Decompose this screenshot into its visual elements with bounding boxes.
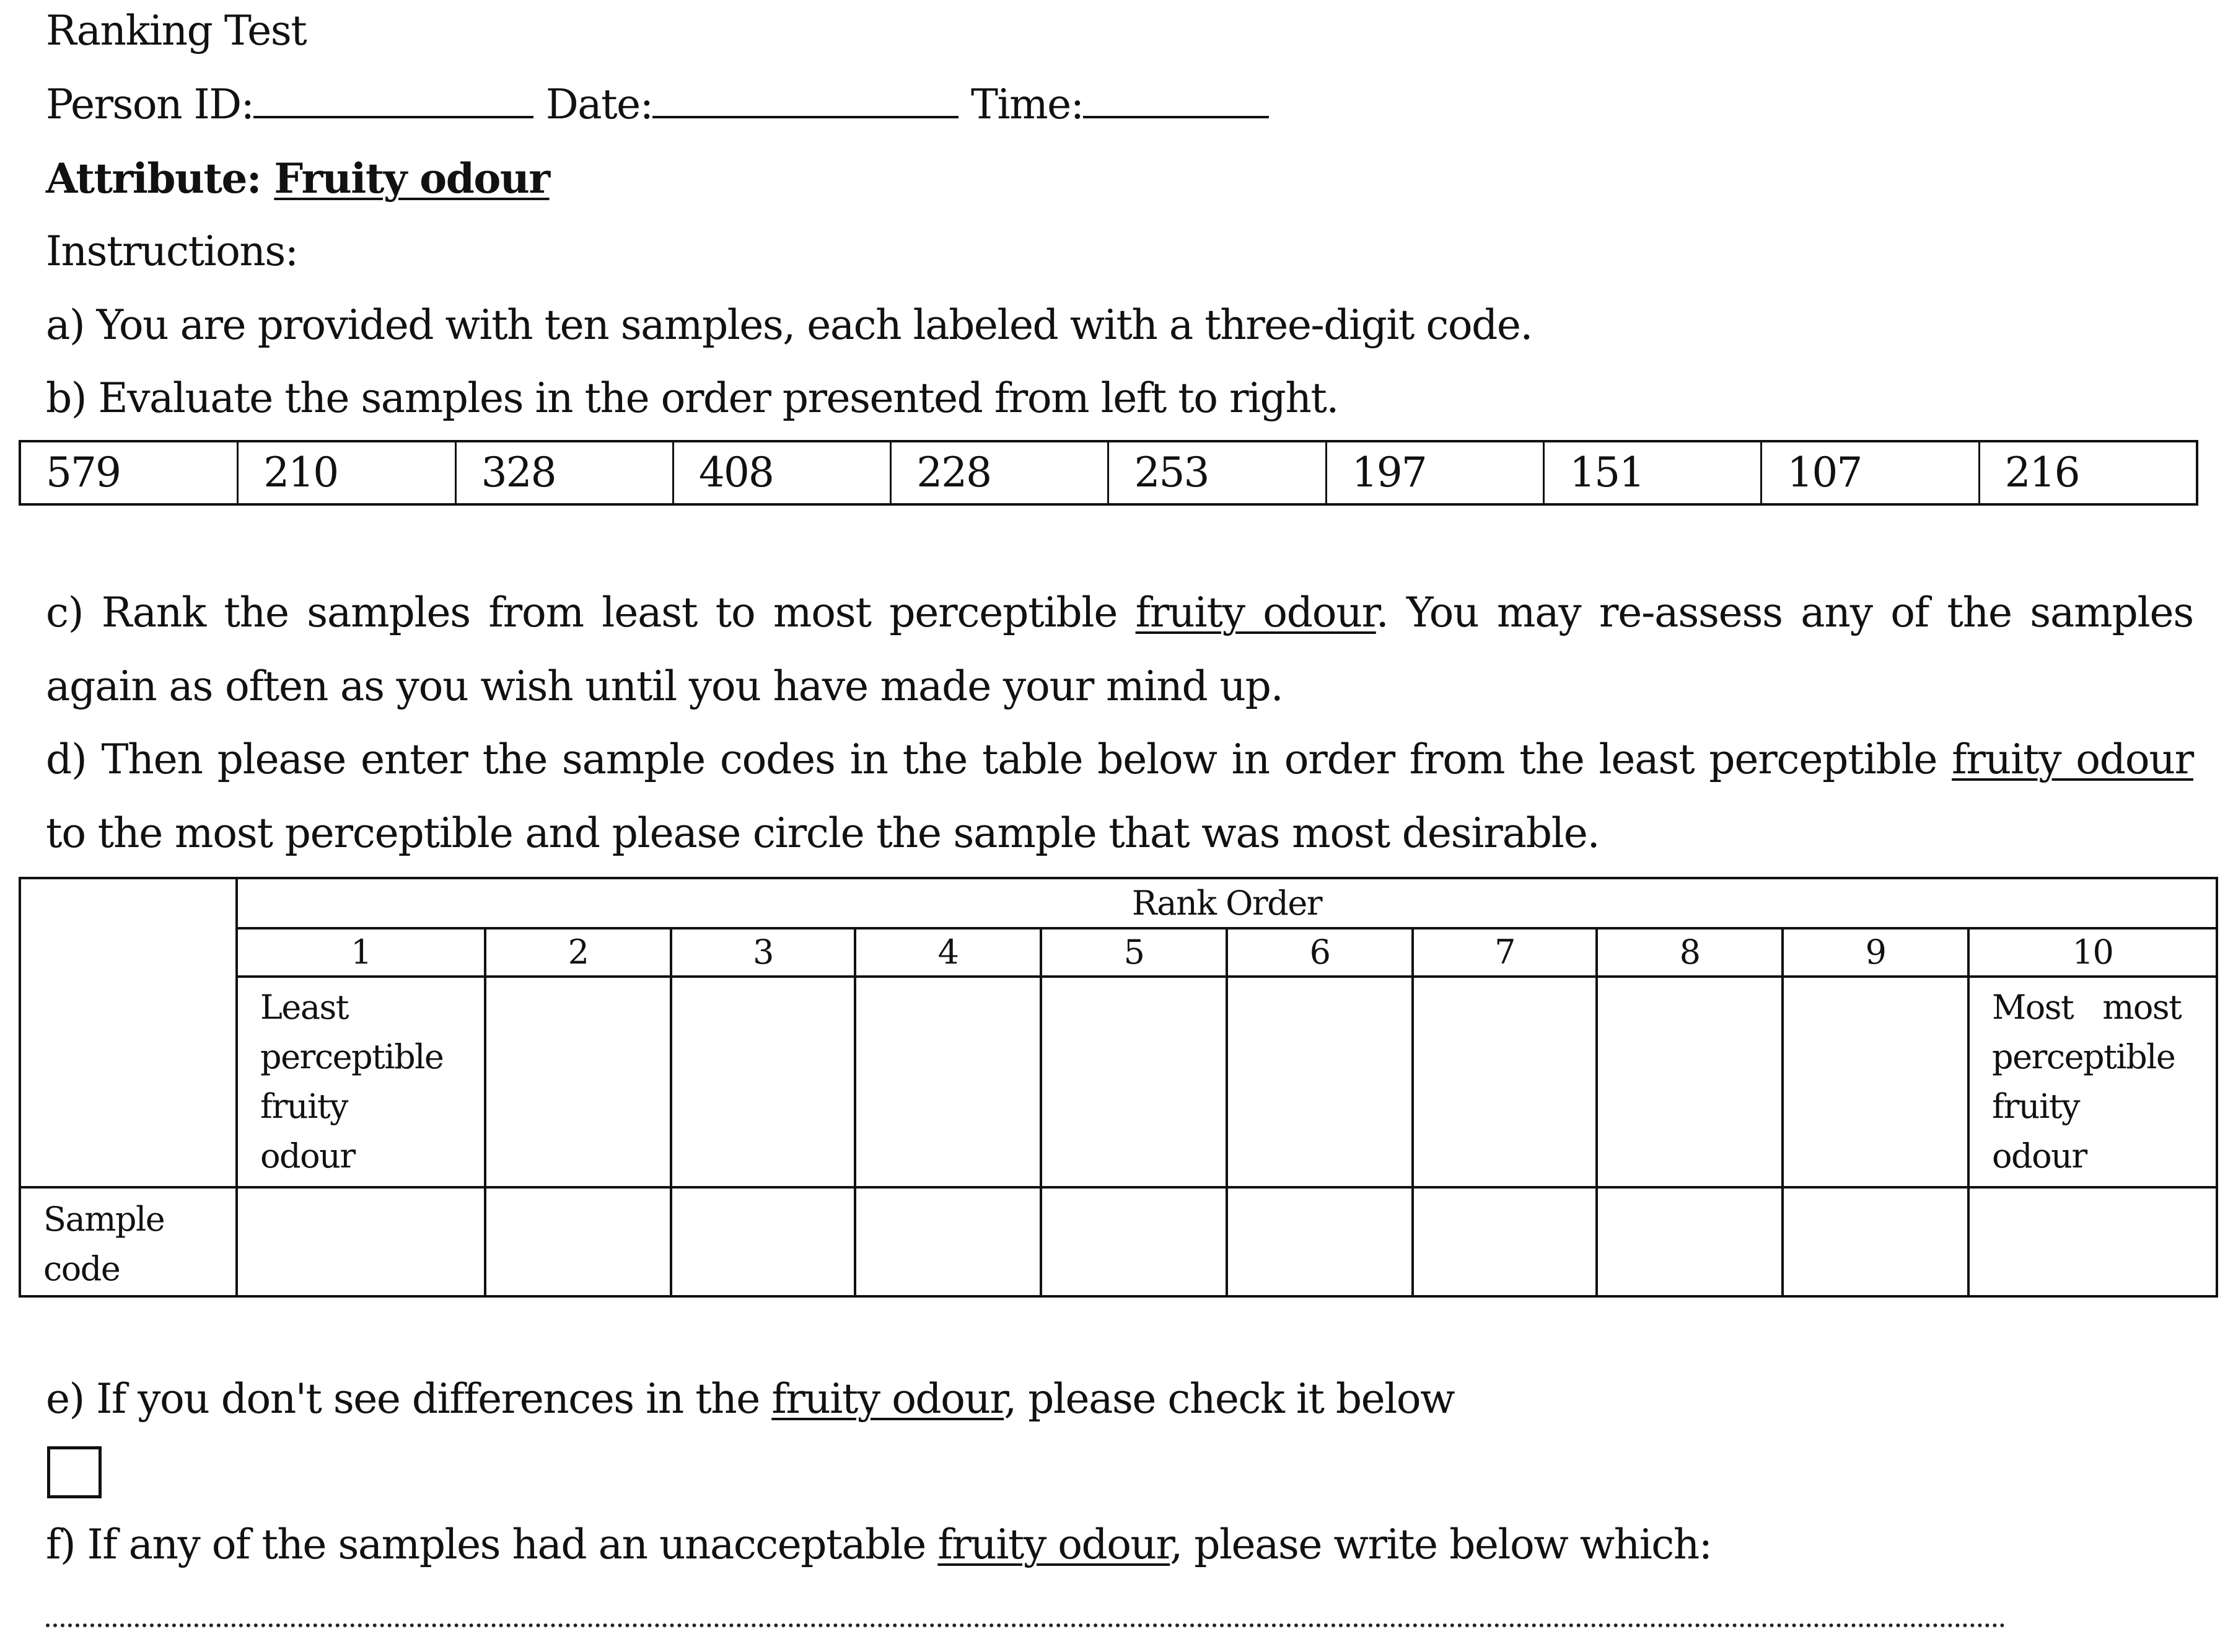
instruction-d-text: d) Then please enter the sample codes in the table below in order from the least perceptible <box>46 736 1952 783</box>
label-line: code <box>43 1249 120 1288</box>
rank-number: 5 <box>1041 928 1227 977</box>
instruction-d-text-end: to the most perceptible and please circle the sample that was most desirable. <box>46 809 1600 857</box>
rank-label-cell <box>671 977 855 1187</box>
instruction-a-text: a) You are provided with ten samples, each labeled with a three-digit code. <box>46 301 1532 349</box>
person-id-field[interactable] <box>253 80 533 118</box>
label-line: fruity <box>260 1087 348 1126</box>
rank-label-cell <box>1413 977 1597 1187</box>
rank-number: 8 <box>1597 928 1783 977</box>
instruction-f-attribute: fruity odour <box>937 1521 1170 1568</box>
sample-entry-cell-9[interactable] <box>1783 1187 1968 1296</box>
instructions-heading <box>46 227 297 276</box>
instruction-b <box>46 374 1338 423</box>
sample-code-cell: 197 <box>1327 442 1545 503</box>
instruction-a <box>46 301 1532 350</box>
sample-entry-cell-6[interactable] <box>1227 1187 1413 1296</box>
title-text: Ranking Test <box>46 7 307 55</box>
sample-code-cell: 408 <box>674 442 892 503</box>
instruction-e-attribute: fruity odour <box>771 1375 1004 1423</box>
sample-code-cell: 210 <box>239 442 456 503</box>
sample-code-cell: 228 <box>892 442 1109 503</box>
sample-codes-table <box>19 440 2198 506</box>
sample-entry-cell-5[interactable] <box>1041 1187 1227 1296</box>
instruction-d-attribute: fruity odour <box>1952 736 2194 783</box>
date-field[interactable] <box>652 80 959 118</box>
rank-number: 6 <box>1227 928 1413 977</box>
attribute-label: Attribute: <box>46 154 261 203</box>
instruction-e <box>46 1374 1454 1424</box>
no-difference-checkbox[interactable] <box>47 1446 102 1498</box>
unacceptable-samples-answer-line[interactable] <box>46 1615 2006 1627</box>
sample-code-cell: 151 <box>1545 442 1762 503</box>
label-line: odour <box>260 1136 355 1175</box>
label-line: perceptible <box>1992 1037 2175 1076</box>
time-label: Time: <box>970 81 1084 128</box>
rank-label-cell <box>485 977 671 1187</box>
label-line: odour <box>1992 1136 2087 1175</box>
rank-number: 9 <box>1783 928 1968 977</box>
empty-corner-cell <box>20 878 237 1187</box>
instruction-c-attribute: fruity odour <box>1135 589 1376 636</box>
label-line: Least <box>260 988 348 1027</box>
sample-code-cell: 579 <box>21 442 239 503</box>
sample-code-cell: 107 <box>1762 442 1980 503</box>
form-title <box>46 6 306 56</box>
rank-label-cell <box>1783 977 1968 1187</box>
person-date-time-row <box>46 80 1269 130</box>
sample-code-row-label <box>20 1187 237 1296</box>
attribute-value: Fruity odour <box>274 154 550 203</box>
rank-order-table <box>19 877 2218 1298</box>
rank-label-cell <box>1597 977 1783 1187</box>
sample-entry-cell-3[interactable] <box>671 1187 855 1296</box>
rank-order-header: Rank Order <box>237 878 2217 928</box>
rank-number: 3 <box>671 928 855 977</box>
rank-number: 10 <box>1968 928 2217 977</box>
label-line: Most most <box>1992 988 2182 1027</box>
sample-entry-cell-2[interactable] <box>485 1187 671 1296</box>
rank-number: 7 <box>1413 928 1597 977</box>
sample-code-cell: 328 <box>457 442 674 503</box>
time-field[interactable] <box>1083 80 1269 118</box>
instruction-c-text: c) Rank the samples from least to most perceptible <box>46 589 1136 636</box>
sample-code-cell: 216 <box>2004 449 2079 496</box>
rank-label-cell <box>1041 977 1227 1187</box>
instruction-f-text-end: , please write below which: <box>1170 1521 1712 1568</box>
instruction-d <box>46 723 2193 870</box>
rank-number: 2 <box>485 928 671 977</box>
least-perceptible-label <box>237 977 485 1187</box>
date-label: Date: <box>545 81 653 128</box>
label-line: fruity <box>1992 1087 2080 1126</box>
sample-entry-cell-8[interactable] <box>1597 1187 1783 1296</box>
rank-number: 4 <box>855 928 1041 977</box>
instruction-f <box>46 1520 1712 1570</box>
instruction-b-text: b) Evaluate the samples in the order presented from left to right. <box>46 374 1338 422</box>
attribute-row <box>46 154 550 203</box>
instruction-f-text: f) If any of the samples had an unacceptable <box>46 1521 938 1568</box>
instruction-e-text-end: , please check it below <box>1004 1375 1455 1423</box>
sample-entry-cell-4[interactable] <box>855 1187 1041 1296</box>
most-perceptible-label <box>1968 977 2217 1187</box>
rank-label-cell <box>855 977 1041 1187</box>
instruction-e-text: e) If you don't see differences in the <box>46 1375 772 1423</box>
instruction-c <box>46 576 2193 723</box>
sample-entry-cell-10[interactable] <box>1968 1187 2217 1296</box>
person-id-label: Person ID: <box>46 81 254 128</box>
rank-number: 1 <box>237 928 485 977</box>
label-line: Sample <box>43 1200 165 1239</box>
label-line: perceptible <box>260 1037 444 1076</box>
instruction-c-text-end: . You may re-assess any of the samples again as often as you wish until you have made your mind up. <box>46 589 2193 710</box>
sample-entry-cell-1[interactable] <box>237 1187 485 1296</box>
instructions-label: Instructions: <box>46 227 298 275</box>
sample-entry-cell-7[interactable] <box>1413 1187 1597 1296</box>
sample-code-cell: 253 <box>1109 442 1327 503</box>
rank-label-cell <box>1227 977 1413 1187</box>
